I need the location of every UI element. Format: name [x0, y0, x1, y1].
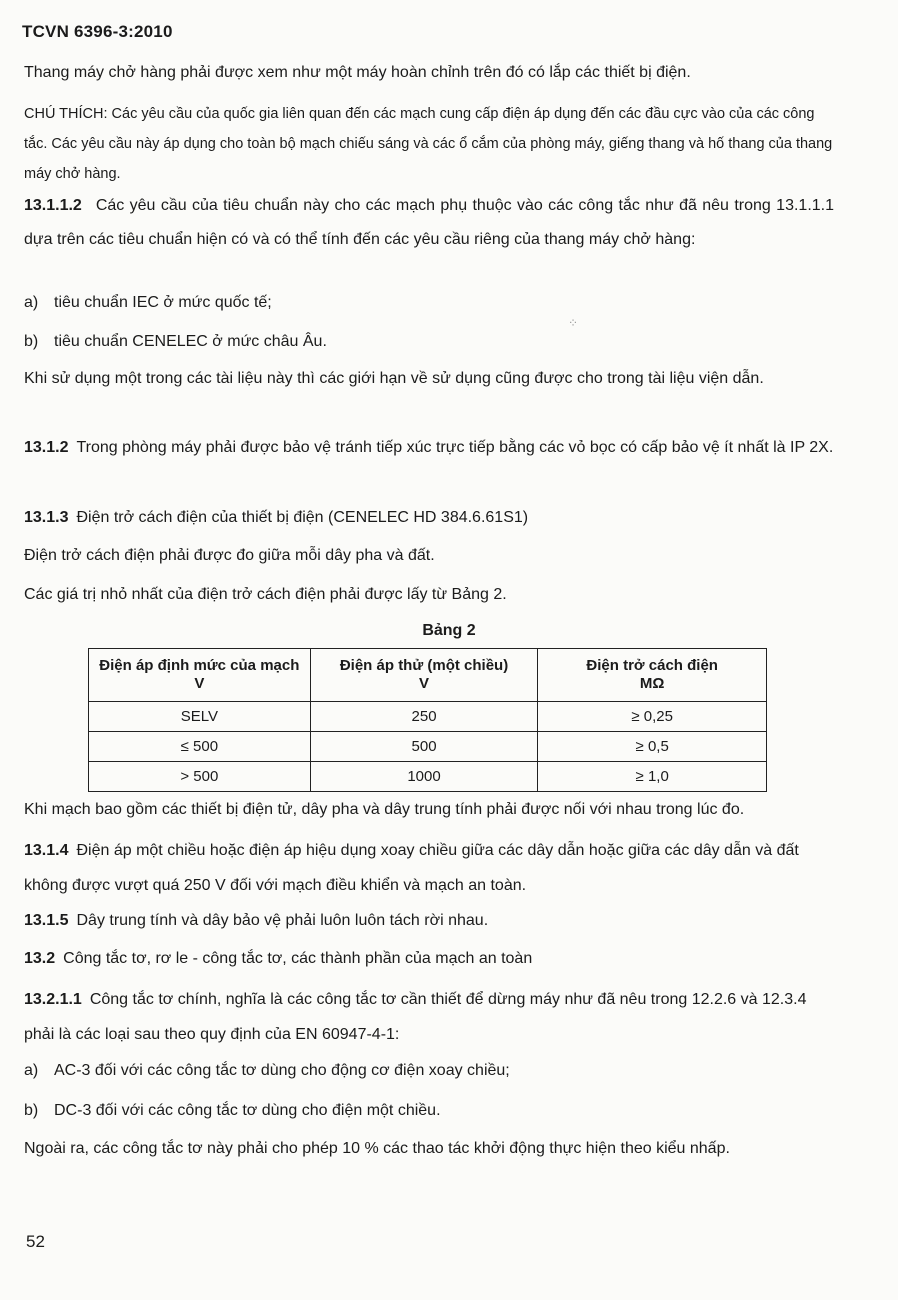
page-number: 52 [26, 1232, 45, 1251]
clause-number: 13.1.5 [24, 912, 69, 929]
clause-followup-paragraph: Khi sử dụng một trong các tài liệu này thì các giới hạn về sử dụng cũng được cho trong tài liệu viện dẫn. [24, 370, 764, 387]
clause-text: Công tắc tơ chính, nghĩa là các công tắc tơ cần thiết để dừng máy như đã nêu trong 12.2.6 và 12.3.4 phải là các loại sau theo quy định của EN 60947-4-1: [24, 991, 807, 1043]
clause-paragraph: Các giá trị nhỏ nhất của điện trở cách điện phải được lấy từ Bảng 2. [24, 586, 507, 603]
list-text: DC-3 đối với các công tắc tơ dùng cho điện một chiều. [54, 1102, 441, 1119]
table-header-cell: Điện áp thử (một chiều) V [310, 649, 538, 702]
clause-13-2-1-1 [24, 982, 834, 1052]
clause-text: Dây trung tính và dây bảo vệ phải luôn luôn tách rời nhau. [76, 912, 489, 929]
clause-13-1-3 [24, 502, 834, 533]
table-row [89, 702, 767, 732]
table-header-cell: Điện áp định mức của mạch V [89, 649, 311, 702]
list-label: a) [24, 294, 39, 311]
clause-text: Trong phòng máy phải được bảo vệ tránh tiếp xúc trực tiếp bằng các vỏ bọc có cấp bảo vệ ít nhất là IP 2X. [76, 439, 834, 456]
clause-text: Công tắc tơ, rơ le - công tắc tơ, các thành phần của mạch an toàn [63, 950, 533, 967]
table-header-row [89, 649, 767, 702]
list-label: b) [24, 333, 39, 350]
table-cell: ≤ 500 [89, 732, 311, 762]
table-cell: 1000 [310, 762, 538, 792]
list-item [24, 287, 834, 318]
list-text: tiêu chuẩn CENELEC ở mức châu Âu. [54, 333, 327, 350]
clause-13-1-5 [24, 905, 834, 936]
clause-text: Điện áp một chiều hoặc điện áp hiệu dụng xoay chiều giữa các dây dẫn hoặc giữa các dây dẫn và đất không được vượt quá 250 V đối với mạch điều khiển và mạch an toàn. [24, 842, 799, 894]
table-caption: Bảng 2 [422, 622, 476, 639]
clause-number: 13.1.4 [24, 842, 69, 859]
list-item [24, 326, 834, 357]
table-row [89, 732, 767, 762]
clause-13-1-2 [24, 430, 834, 465]
clause-paragraph: Điện trở cách điện phải được đo giữa mỗi dây pha và đất. [24, 547, 435, 564]
clause-13-1-4 [24, 833, 839, 903]
clause-number: 13.1.1.2 [24, 197, 82, 214]
list-item [24, 1095, 834, 1126]
clause-number: 13.2 [24, 950, 56, 967]
clause-text: Các yêu cầu của tiêu chuẩn này cho các mạch phụ thuộc vào các công tắc như đã nêu trong 13.1.1.1 dựa trên các tiêu chuẩn hiện có và có thể tính đến các yêu cầu riêng của thang máy chở hàng: [24, 197, 834, 248]
clause-number: 13.2.1.1 [24, 991, 82, 1008]
list-text: tiêu chuẩn IEC ở mức quốc tế; [54, 294, 272, 311]
table-cell: SELV [89, 702, 311, 732]
clause-13-1-1-2 [24, 189, 834, 257]
scan-speck-mark: ⁘ [568, 316, 579, 330]
table-header-cell: Điện trở cách điện MΩ [538, 649, 767, 702]
table-cell: > 500 [89, 762, 311, 792]
insulation-resistance-table [88, 648, 767, 792]
table-cell: ≥ 1,0 [538, 762, 767, 792]
table-cell: ≥ 0,5 [538, 732, 767, 762]
table-row [89, 762, 767, 792]
list-item [24, 1055, 834, 1086]
clause-text: Điện trở cách điện của thiết bị điện (CENELEC HD 384.6.61S1) [76, 509, 529, 526]
table-cell: 250 [310, 702, 538, 732]
table-cell: 500 [310, 732, 538, 762]
clause-number: 13.1.2 [24, 439, 69, 456]
list-text: AC-3 đối với các công tắc tơ dùng cho động cơ điện xoay chiều; [54, 1062, 510, 1079]
standard-code-header: TCVN 6396-3:2010 [22, 22, 173, 41]
list-label: b) [24, 1102, 39, 1119]
after-table-paragraph: Khi mạch bao gồm các thiết bị điện tử, dây pha và dây trung tính phải được nối với nhau trong lúc đo. [24, 801, 745, 818]
clause-13-2 [24, 943, 834, 974]
closing-paragraph: Ngoài ra, các công tắc tơ này phải cho phép 10 % các thao tác khởi động thực hiện theo kiểu nhấp. [24, 1140, 730, 1157]
intro-paragraph: Thang máy chở hàng phải được xem như một máy hoàn chỉnh trên đó có lắp các thiết bị điện. [24, 64, 691, 81]
note-paragraph: CHÚ THÍCH: Các yêu cầu của quốc gia liên quan đến các mạch cung cấp điện áp dụng đến các đầu cực vào của các công tắc. Các yêu cầu này áp dụng cho toàn bộ mạch chiếu sáng và các ổ cắm của phòng máy, giếng thang và hố thang của thang máy chở hàng. [24, 106, 833, 182]
list-label: a) [24, 1062, 39, 1079]
clause-number: 13.1.3 [24, 509, 69, 526]
table-cell: ≥ 0,25 [538, 702, 767, 732]
